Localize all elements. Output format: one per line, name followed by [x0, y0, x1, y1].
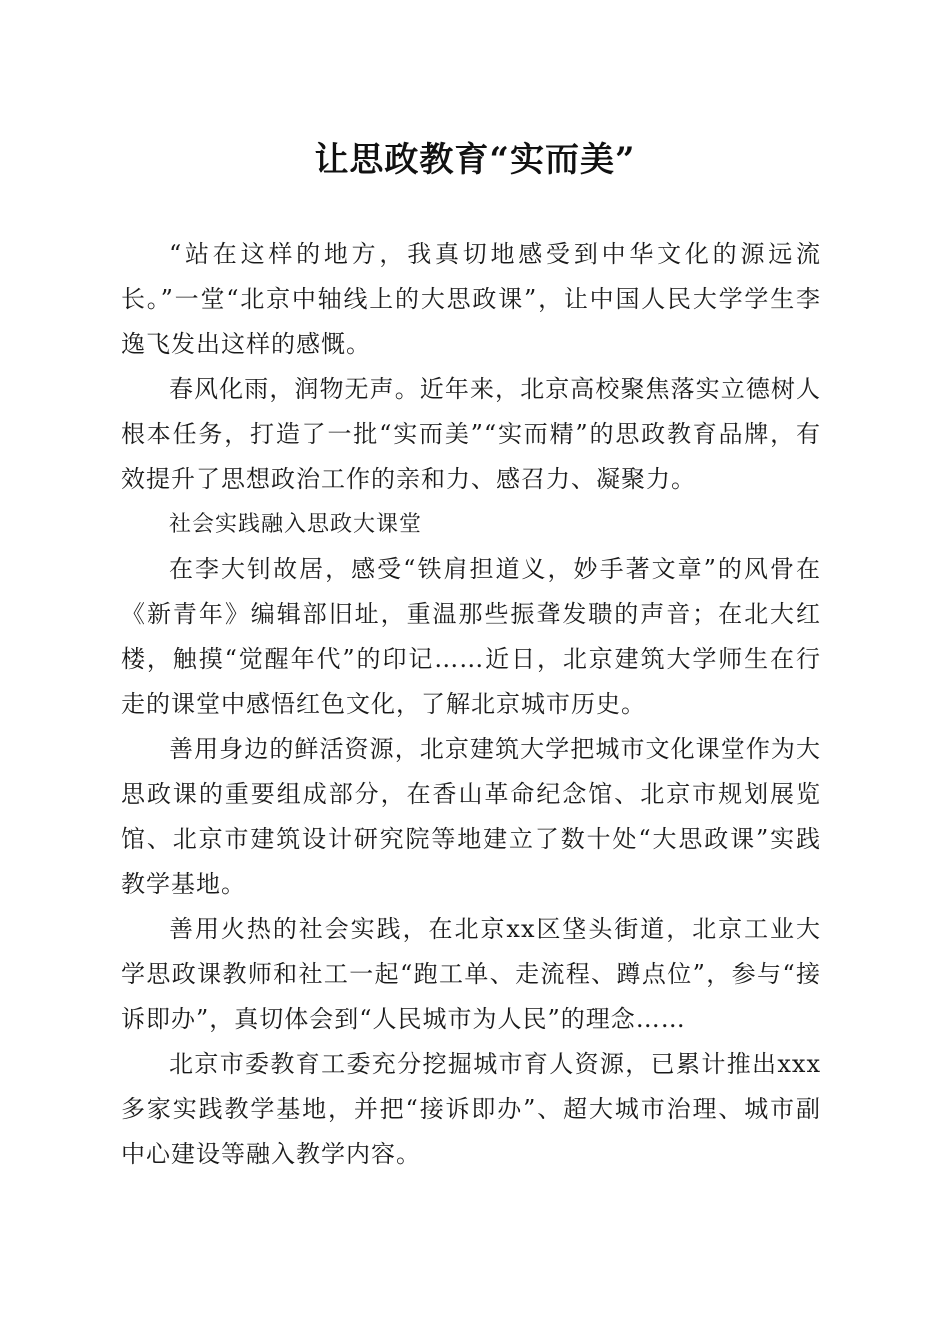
paragraph: 北京市委教育工委充分挖掘城市育人资源，已累计推出xxx多家实践教学基地，并把“接诉即办”、超大城市治理、城市副中心建设等融入教学内容。 — [121, 1050, 821, 1168]
paragraph: 在李大钊故居，感受“铁肩担道义，妙手著文章”的风骨在《新青年》编辑部旧址，重温那些振聋发聩的声音；在北大红楼，触摸“觉醒年代”的印记……近日，北京建筑大学师生在行走的课堂中感悟红色文化，了解北京城市历史。 — [121, 555, 821, 718]
paragraph: “站在这样的地方，我真切地感受到中华文化的源远流长。”一堂“北京中轴线上的大思政课”，让中国人民大学学生李逸飞发出这样的感慨。 — [121, 240, 821, 358]
document-title: 让思政教育“实而美” — [314, 140, 636, 180]
paragraph: 善用火热的社会实践，在北京xx区垡头街道，北京工业大学思政课教师和社工一起“跑工单、走流程、蹲点位”，参与“接诉即办”，真切体会到“人民城市为人民”的理念…… — [121, 915, 821, 1033]
paragraph: 善用身边的鲜活资源，北京建筑大学把城市文化课堂作为大思政课的重要组成部分，在香山革命纪念馆、北京市规划展览馆、北京市建筑设计研究院等地建立了数十处“大思政课”实践教学基地。 — [121, 735, 821, 898]
document-body — [121, 232, 821, 1177]
paragraph: 春风化雨，润物无声。近年来，北京高校聚焦落实立德树人根本任务，打造了一批“实而美”“实而精”的思政教育品牌，有效提升了思想政治工作的亲和力、感召力、凝聚力。 — [121, 375, 821, 493]
section-heading: 社会实践融入思政大课堂 — [169, 512, 423, 537]
